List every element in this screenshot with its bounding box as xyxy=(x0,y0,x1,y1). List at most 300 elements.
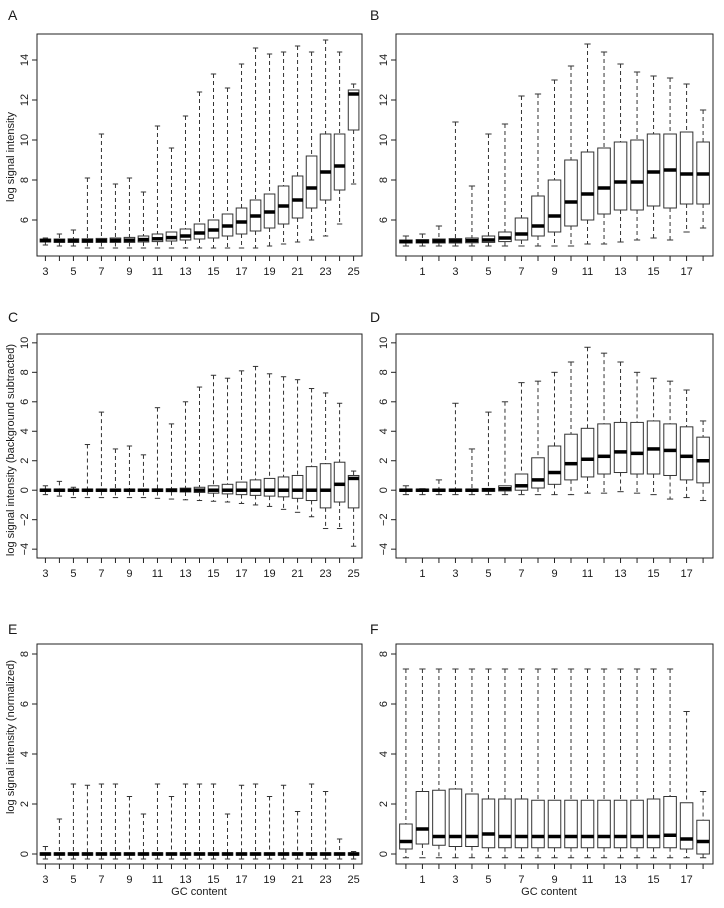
x-tick-label: 5 xyxy=(485,568,492,580)
y-tick-label: 10 xyxy=(19,133,31,147)
box xyxy=(565,434,578,480)
y-tick-label: 6 xyxy=(378,700,390,708)
x-tick-label: 25 xyxy=(347,874,360,886)
x-axis-a xyxy=(42,256,359,278)
panel-b xyxy=(370,7,713,278)
y-tick-label: 2 xyxy=(378,457,390,464)
x-tick-label: 19 xyxy=(263,874,276,886)
box-group xyxy=(400,236,413,246)
box-group xyxy=(194,784,205,859)
x-tick-label: 15 xyxy=(647,266,660,278)
box-group xyxy=(250,784,261,859)
box xyxy=(278,477,289,497)
box-group xyxy=(40,847,51,860)
y-axis-label-c: log signal intensity (background subtracted) xyxy=(5,343,17,557)
box-group xyxy=(348,471,359,546)
box xyxy=(548,180,561,232)
x-tick-label: 3 xyxy=(42,266,49,278)
box-group xyxy=(82,445,93,498)
y-tick-label: 8 xyxy=(19,650,31,658)
box-group xyxy=(334,52,345,224)
y-tick-label: −2 xyxy=(378,513,390,526)
box xyxy=(631,422,644,474)
box-group xyxy=(96,134,107,248)
x-tick-label: 1 xyxy=(419,874,426,886)
x-tick-label: 9 xyxy=(126,568,133,580)
box-group xyxy=(647,669,660,858)
y-tick-label: −4 xyxy=(19,542,31,556)
box-group xyxy=(110,449,121,498)
box xyxy=(565,160,578,226)
y-tick-label: 8 xyxy=(378,369,390,376)
box-group xyxy=(264,54,275,246)
box xyxy=(320,134,331,200)
box-group xyxy=(222,814,233,859)
box-group xyxy=(194,92,205,248)
box xyxy=(292,176,303,218)
box xyxy=(515,799,528,848)
box xyxy=(647,799,660,848)
box-group xyxy=(482,669,495,858)
box-group xyxy=(320,40,331,236)
box-group xyxy=(499,402,512,495)
box-group xyxy=(631,372,644,493)
box-group xyxy=(54,481,65,496)
box-group xyxy=(292,46,303,242)
x-tick-label: 17 xyxy=(680,568,693,580)
y-tick-label: 0 xyxy=(378,487,390,494)
box xyxy=(631,800,644,848)
x-tick-label: 11 xyxy=(581,266,594,278)
x-tick-label: 17 xyxy=(680,874,693,886)
y-tick-label: 6 xyxy=(378,216,390,224)
x-axis-b xyxy=(406,256,703,278)
box xyxy=(250,480,261,495)
x-tick-label: 11 xyxy=(151,266,164,278)
y-axis-d xyxy=(378,337,396,556)
x-tick-label: 13 xyxy=(614,568,627,580)
panel-c xyxy=(5,309,362,580)
box-group xyxy=(581,44,594,244)
panel-e xyxy=(5,621,362,898)
x-tick-label: 11 xyxy=(581,568,594,580)
box-group xyxy=(152,408,163,499)
x-tick-label: 7 xyxy=(98,266,105,278)
box-group xyxy=(264,374,275,507)
y-tick-label: 6 xyxy=(19,398,31,405)
y-axis-a xyxy=(19,54,37,223)
box-group xyxy=(124,797,135,860)
box xyxy=(236,482,247,495)
x-axis-label-f: GC content xyxy=(521,886,577,898)
box-group xyxy=(664,381,677,499)
y-tick-label: 10 xyxy=(19,336,31,349)
box xyxy=(680,803,693,849)
box xyxy=(598,424,611,474)
box-group xyxy=(306,52,317,240)
panel-label-b: B xyxy=(370,7,380,23)
box xyxy=(548,446,561,484)
box xyxy=(614,422,627,472)
x-tick-label: 1 xyxy=(419,568,426,580)
box-group xyxy=(614,669,627,858)
x-axis-c xyxy=(42,558,359,580)
x-tick-label: 13 xyxy=(614,874,627,886)
plot-frame-e xyxy=(37,644,362,864)
box-group xyxy=(499,124,512,246)
box-group xyxy=(138,192,149,248)
box-group xyxy=(152,784,163,859)
y-tick-label: 0 xyxy=(19,487,31,494)
x-tick-label: 25 xyxy=(347,266,360,278)
y-axis-c xyxy=(19,337,37,556)
box-group xyxy=(152,126,163,248)
box-group xyxy=(548,80,561,246)
boxes-c xyxy=(40,366,359,546)
x-tick-label: 3 xyxy=(42,874,49,886)
y-tick-label: 10 xyxy=(378,133,390,147)
box-group xyxy=(433,480,446,495)
box xyxy=(320,464,331,508)
box-group xyxy=(416,669,429,858)
x-tick-label: 17 xyxy=(235,568,248,580)
y-tick-label: 4 xyxy=(19,750,31,758)
box-group xyxy=(68,230,79,246)
y-tick-label: −2 xyxy=(19,513,31,526)
boxes-a xyxy=(40,40,359,248)
x-tick-label: 3 xyxy=(452,568,459,580)
box xyxy=(614,800,627,848)
box xyxy=(532,458,545,488)
box-group xyxy=(82,178,93,248)
box xyxy=(515,474,528,490)
box-group xyxy=(96,412,107,497)
box-group xyxy=(278,52,289,244)
x-tick-label: 7 xyxy=(518,266,525,278)
box-group xyxy=(208,74,219,248)
box-group xyxy=(482,412,495,495)
box-group xyxy=(40,486,51,495)
box-group xyxy=(565,66,578,246)
x-tick-label: 21 xyxy=(291,266,304,278)
box-group xyxy=(532,669,545,858)
x-tick-label: 17 xyxy=(680,266,693,278)
x-tick-label: 19 xyxy=(263,266,276,278)
box-group xyxy=(138,814,149,859)
box-group xyxy=(54,234,65,246)
x-tick-label: 3 xyxy=(42,568,49,580)
x-tick-label: 9 xyxy=(551,568,558,580)
box-group xyxy=(180,402,191,500)
x-tick-label: 11 xyxy=(151,568,164,580)
box-group xyxy=(482,134,495,246)
y-tick-label: 6 xyxy=(19,216,31,224)
box-group xyxy=(250,366,261,505)
x-tick-label: 13 xyxy=(614,266,627,278)
box-group xyxy=(548,669,561,858)
x-tick-label: 15 xyxy=(207,874,220,886)
x-tick-label: 15 xyxy=(207,568,220,580)
box-group xyxy=(334,839,345,859)
box-group xyxy=(548,372,561,494)
y-axis-f xyxy=(378,651,396,857)
y-tick-label: 6 xyxy=(378,398,390,405)
panel-label-c: C xyxy=(8,309,19,325)
box-group xyxy=(236,371,247,504)
box-group xyxy=(647,76,660,238)
box xyxy=(581,428,594,477)
y-tick-label: 8 xyxy=(378,650,390,658)
box-group xyxy=(697,792,710,858)
box-group xyxy=(54,819,65,859)
box xyxy=(680,427,693,480)
box-group xyxy=(306,784,317,859)
x-tick-label: 15 xyxy=(647,568,660,580)
box-group xyxy=(138,455,149,498)
box-group xyxy=(208,375,219,501)
x-tick-label: 17 xyxy=(235,874,248,886)
box-group xyxy=(166,797,177,860)
boxes-b xyxy=(400,44,710,246)
box-group xyxy=(348,84,359,184)
box-group xyxy=(449,669,462,858)
box-group xyxy=(292,380,303,513)
box-group xyxy=(581,347,594,493)
x-axis-label-e: GC content xyxy=(171,886,227,898)
box-group xyxy=(320,393,331,529)
box-group xyxy=(124,446,135,498)
y-tick-label: 2 xyxy=(19,800,31,808)
x-tick-label: 23 xyxy=(319,874,332,886)
x-tick-label: 9 xyxy=(551,266,558,278)
x-tick-label: 7 xyxy=(98,568,105,580)
box-group xyxy=(124,178,135,248)
x-tick-label: 23 xyxy=(319,568,332,580)
box-group xyxy=(306,389,317,517)
box-group xyxy=(515,96,528,246)
x-tick-label: 19 xyxy=(263,568,276,580)
box-group xyxy=(664,669,677,858)
boxes-f xyxy=(400,669,710,858)
x-tick-label: 21 xyxy=(291,874,304,886)
y-tick-label: 2 xyxy=(378,800,390,808)
box-group xyxy=(40,238,51,245)
x-tick-label: 5 xyxy=(485,266,492,278)
box xyxy=(334,462,345,502)
y-tick-label: 2 xyxy=(19,457,31,464)
box xyxy=(598,148,611,214)
x-tick-label: 13 xyxy=(179,874,192,886)
y-tick-label: 4 xyxy=(19,428,31,435)
panel-a xyxy=(5,7,362,278)
box xyxy=(264,478,275,496)
panel-label-f: F xyxy=(370,621,379,637)
box-group xyxy=(466,669,479,858)
x-tick-label: 11 xyxy=(581,874,594,886)
box xyxy=(664,797,677,848)
box-group xyxy=(110,784,121,859)
y-axis-b xyxy=(378,54,396,223)
box-group xyxy=(208,784,219,859)
y-tick-label: 8 xyxy=(378,176,390,184)
boxes-e xyxy=(40,784,359,859)
box-group xyxy=(264,797,275,860)
x-tick-label: 5 xyxy=(70,568,77,580)
box-group xyxy=(449,122,462,246)
box-group xyxy=(433,669,446,858)
y-axis-e xyxy=(19,651,37,857)
box-group xyxy=(664,78,677,240)
box-group xyxy=(598,353,611,493)
box xyxy=(680,132,693,204)
box-group xyxy=(292,812,303,860)
box-group xyxy=(334,403,345,528)
box xyxy=(482,799,495,848)
box-group xyxy=(180,784,191,859)
x-tick-label: 11 xyxy=(151,874,164,886)
panel-label-a: A xyxy=(8,7,18,23)
box-group xyxy=(68,784,79,859)
box-group xyxy=(250,48,261,248)
x-tick-label: 15 xyxy=(207,266,220,278)
x-tick-label: 5 xyxy=(485,874,492,886)
box xyxy=(515,218,528,240)
box-group xyxy=(348,852,359,860)
box xyxy=(548,800,561,848)
box-group xyxy=(680,712,693,858)
box-group xyxy=(400,486,413,495)
x-tick-label: 13 xyxy=(179,568,192,580)
box-group xyxy=(416,234,429,246)
y-tick-label: 12 xyxy=(19,93,31,107)
box-group xyxy=(320,792,331,860)
box-group xyxy=(222,88,233,248)
box-group xyxy=(278,377,289,510)
box xyxy=(348,90,359,130)
box xyxy=(416,792,429,845)
x-tick-label: 9 xyxy=(551,874,558,886)
box-group xyxy=(614,64,627,242)
box-group xyxy=(166,148,177,248)
box-group xyxy=(449,403,462,494)
y-tick-label: 4 xyxy=(378,750,390,758)
x-tick-label: 3 xyxy=(452,874,459,886)
box-group xyxy=(236,785,247,859)
box-group xyxy=(565,669,578,858)
box xyxy=(598,800,611,848)
box-group xyxy=(598,669,611,858)
x-tick-label: 17 xyxy=(235,266,248,278)
box-group xyxy=(515,383,528,495)
box xyxy=(466,794,479,847)
y-tick-label: 4 xyxy=(378,428,390,435)
box-group xyxy=(598,52,611,244)
x-axis-f xyxy=(406,864,703,886)
y-tick-label: 12 xyxy=(378,93,390,107)
panel-f xyxy=(370,621,713,898)
box-group xyxy=(614,362,627,492)
box-group xyxy=(400,669,413,858)
y-tick-label: 6 xyxy=(19,700,31,708)
box-group xyxy=(697,110,710,228)
box-group xyxy=(466,186,479,246)
box xyxy=(306,467,317,501)
box-group xyxy=(166,424,177,499)
box xyxy=(565,800,578,848)
boxes-d xyxy=(400,347,710,500)
box-group xyxy=(515,669,528,858)
x-tick-label: 23 xyxy=(319,266,332,278)
box xyxy=(306,156,317,208)
box xyxy=(647,134,660,206)
panel-label-e: E xyxy=(8,621,18,637)
y-tick-label: 8 xyxy=(19,369,31,376)
box-group xyxy=(466,449,479,495)
box xyxy=(532,800,545,848)
box-group xyxy=(194,387,205,500)
box-group xyxy=(416,489,429,495)
box xyxy=(334,134,345,190)
panel-label-d: D xyxy=(370,309,381,325)
box-group xyxy=(532,381,545,494)
box-group xyxy=(697,421,710,501)
box xyxy=(581,152,594,220)
x-axis-e xyxy=(42,864,359,886)
x-tick-label: 3 xyxy=(452,266,459,278)
x-tick-label: 25 xyxy=(347,568,360,580)
box xyxy=(697,820,710,854)
x-tick-label: 9 xyxy=(126,266,133,278)
y-axis-label-a: log signal intensity xyxy=(5,112,17,202)
x-tick-label: 1 xyxy=(419,266,426,278)
box-group xyxy=(110,184,121,248)
box-group xyxy=(680,84,693,232)
panel-d xyxy=(370,309,713,580)
box-group xyxy=(180,116,191,248)
box-group xyxy=(222,378,233,502)
box xyxy=(348,475,359,507)
x-tick-label: 13 xyxy=(179,266,192,278)
box-group xyxy=(96,784,107,859)
x-tick-label: 7 xyxy=(98,874,105,886)
y-tick-label: 0 xyxy=(19,850,31,858)
y-tick-label: 14 xyxy=(19,53,31,67)
box-group xyxy=(647,378,660,494)
x-axis-d xyxy=(406,558,703,580)
x-tick-label: 5 xyxy=(70,266,77,278)
box-group xyxy=(433,226,446,246)
box-group xyxy=(631,72,644,240)
box-group xyxy=(278,785,289,859)
box-group xyxy=(68,487,79,497)
y-tick-label: 0 xyxy=(378,850,390,858)
box-group xyxy=(565,362,578,495)
box xyxy=(581,800,594,848)
y-tick-label: 14 xyxy=(378,53,390,67)
box-group xyxy=(82,785,93,859)
box-group xyxy=(631,669,644,858)
x-tick-label: 7 xyxy=(518,874,525,886)
x-tick-label: 15 xyxy=(647,874,660,886)
box-group xyxy=(499,669,512,858)
y-axis-label-e: log signal intensity (normalized) xyxy=(5,659,17,815)
box xyxy=(614,142,627,210)
box xyxy=(499,799,512,848)
y-tick-label: 8 xyxy=(19,176,31,184)
y-tick-label: −4 xyxy=(378,542,390,556)
x-tick-label: 7 xyxy=(518,568,525,580)
box-group xyxy=(532,94,545,246)
